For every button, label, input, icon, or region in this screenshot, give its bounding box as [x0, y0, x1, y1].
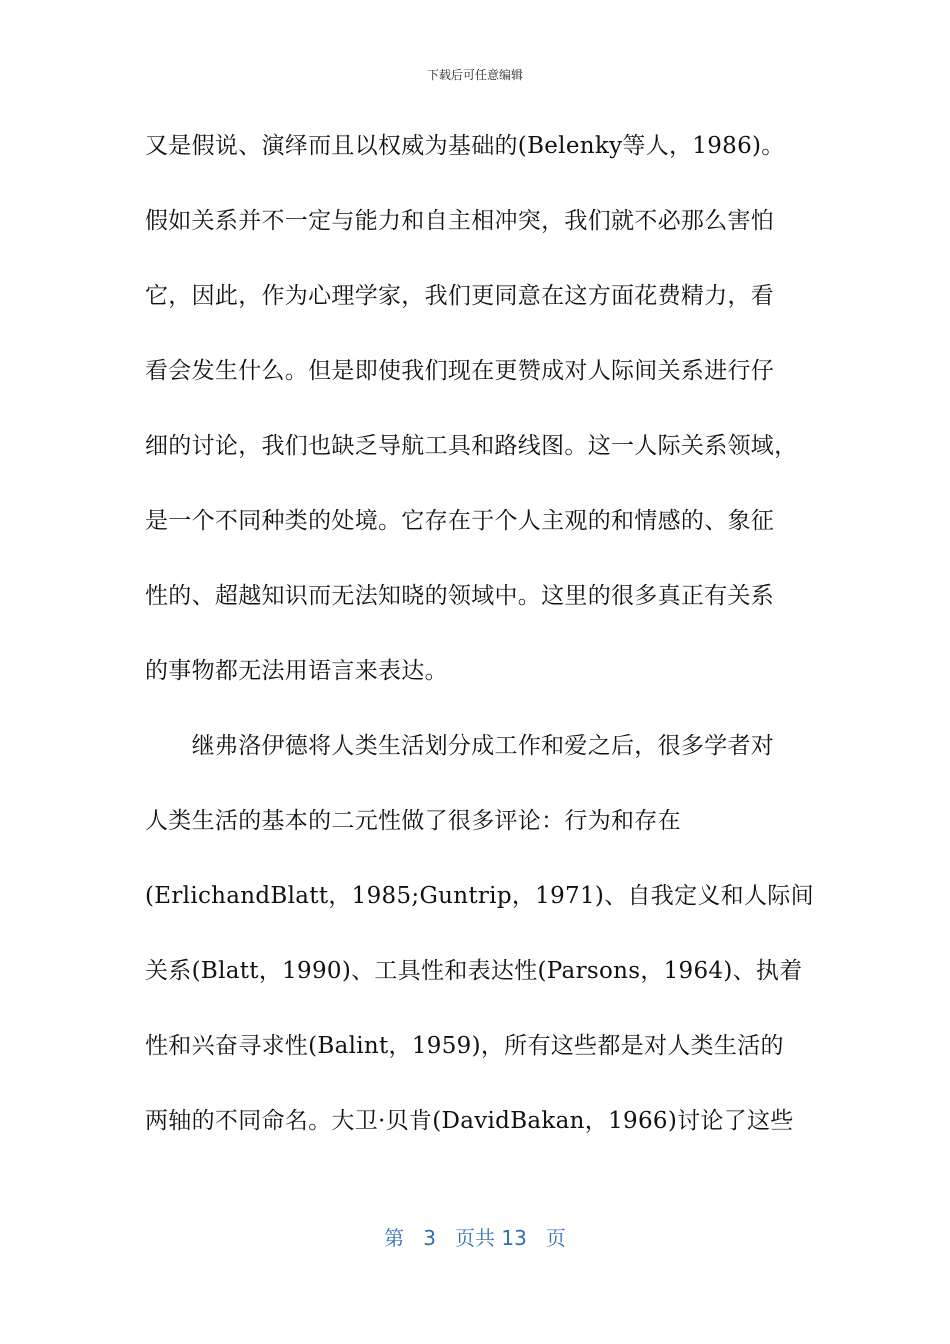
page-label-prefix: 第	[384, 1226, 405, 1250]
text-line: 性的、超越知识而无法知晓的领域中。这里的很多真正有关系	[145, 583, 775, 609]
page-label-middle: 页共	[455, 1226, 495, 1250]
page-current: 3	[423, 1226, 436, 1250]
text-line: 是一个不同种类的处境。它存在于个人主观的和情感的、象征	[145, 508, 775, 534]
text-line: 又是假说、演绎而且以权威为基础的(Belenky等人，1986)。	[145, 133, 785, 159]
text-line: 假如关系并不一定与能力和自主相冲突，我们就不必那么害怕	[145, 208, 775, 234]
text-line: 它，因此，作为心理学家，我们更同意在这方面花费精力，看	[145, 283, 775, 309]
document-body	[145, 120, 814, 1170]
text-line: 的事物都无法用语言来表达。	[145, 658, 448, 684]
text-line: 两轴的不同命名。大卫·贝肯(DavidBakan，1966)讨论了这些	[145, 1108, 794, 1134]
page-total: 13	[501, 1226, 527, 1250]
text-line: 看会发生什么。但是即使我们现在更赞成对人际间关系进行仔	[145, 358, 775, 384]
text-line: 人类生活的基本的二元性做了很多评论：行为和存在	[145, 808, 681, 834]
page-header-note: 下载后可任意编辑	[426, 68, 523, 82]
page-number-footer	[0, 1222, 950, 1251]
text-line: 关系(Blatt，1990)、工具性和表达性(Parsons，1964)、执着	[145, 958, 803, 984]
text-line: 继弗洛伊德将人类生活划分成工作和爱之后，很多学者对	[145, 733, 775, 759]
text-line: 性和兴奋寻求性(Balint，1959)，所有这些都是对人类生活的	[145, 1033, 784, 1059]
page-label-suffix: 页	[545, 1226, 566, 1250]
text-line: 细的讨论，我们也缺乏导航工具和路线图。这一人际关系领域，	[145, 433, 798, 459]
text-line: (ErlichandBlatt，1985;Guntrip，1971)、自我定义和人际间	[145, 883, 814, 909]
